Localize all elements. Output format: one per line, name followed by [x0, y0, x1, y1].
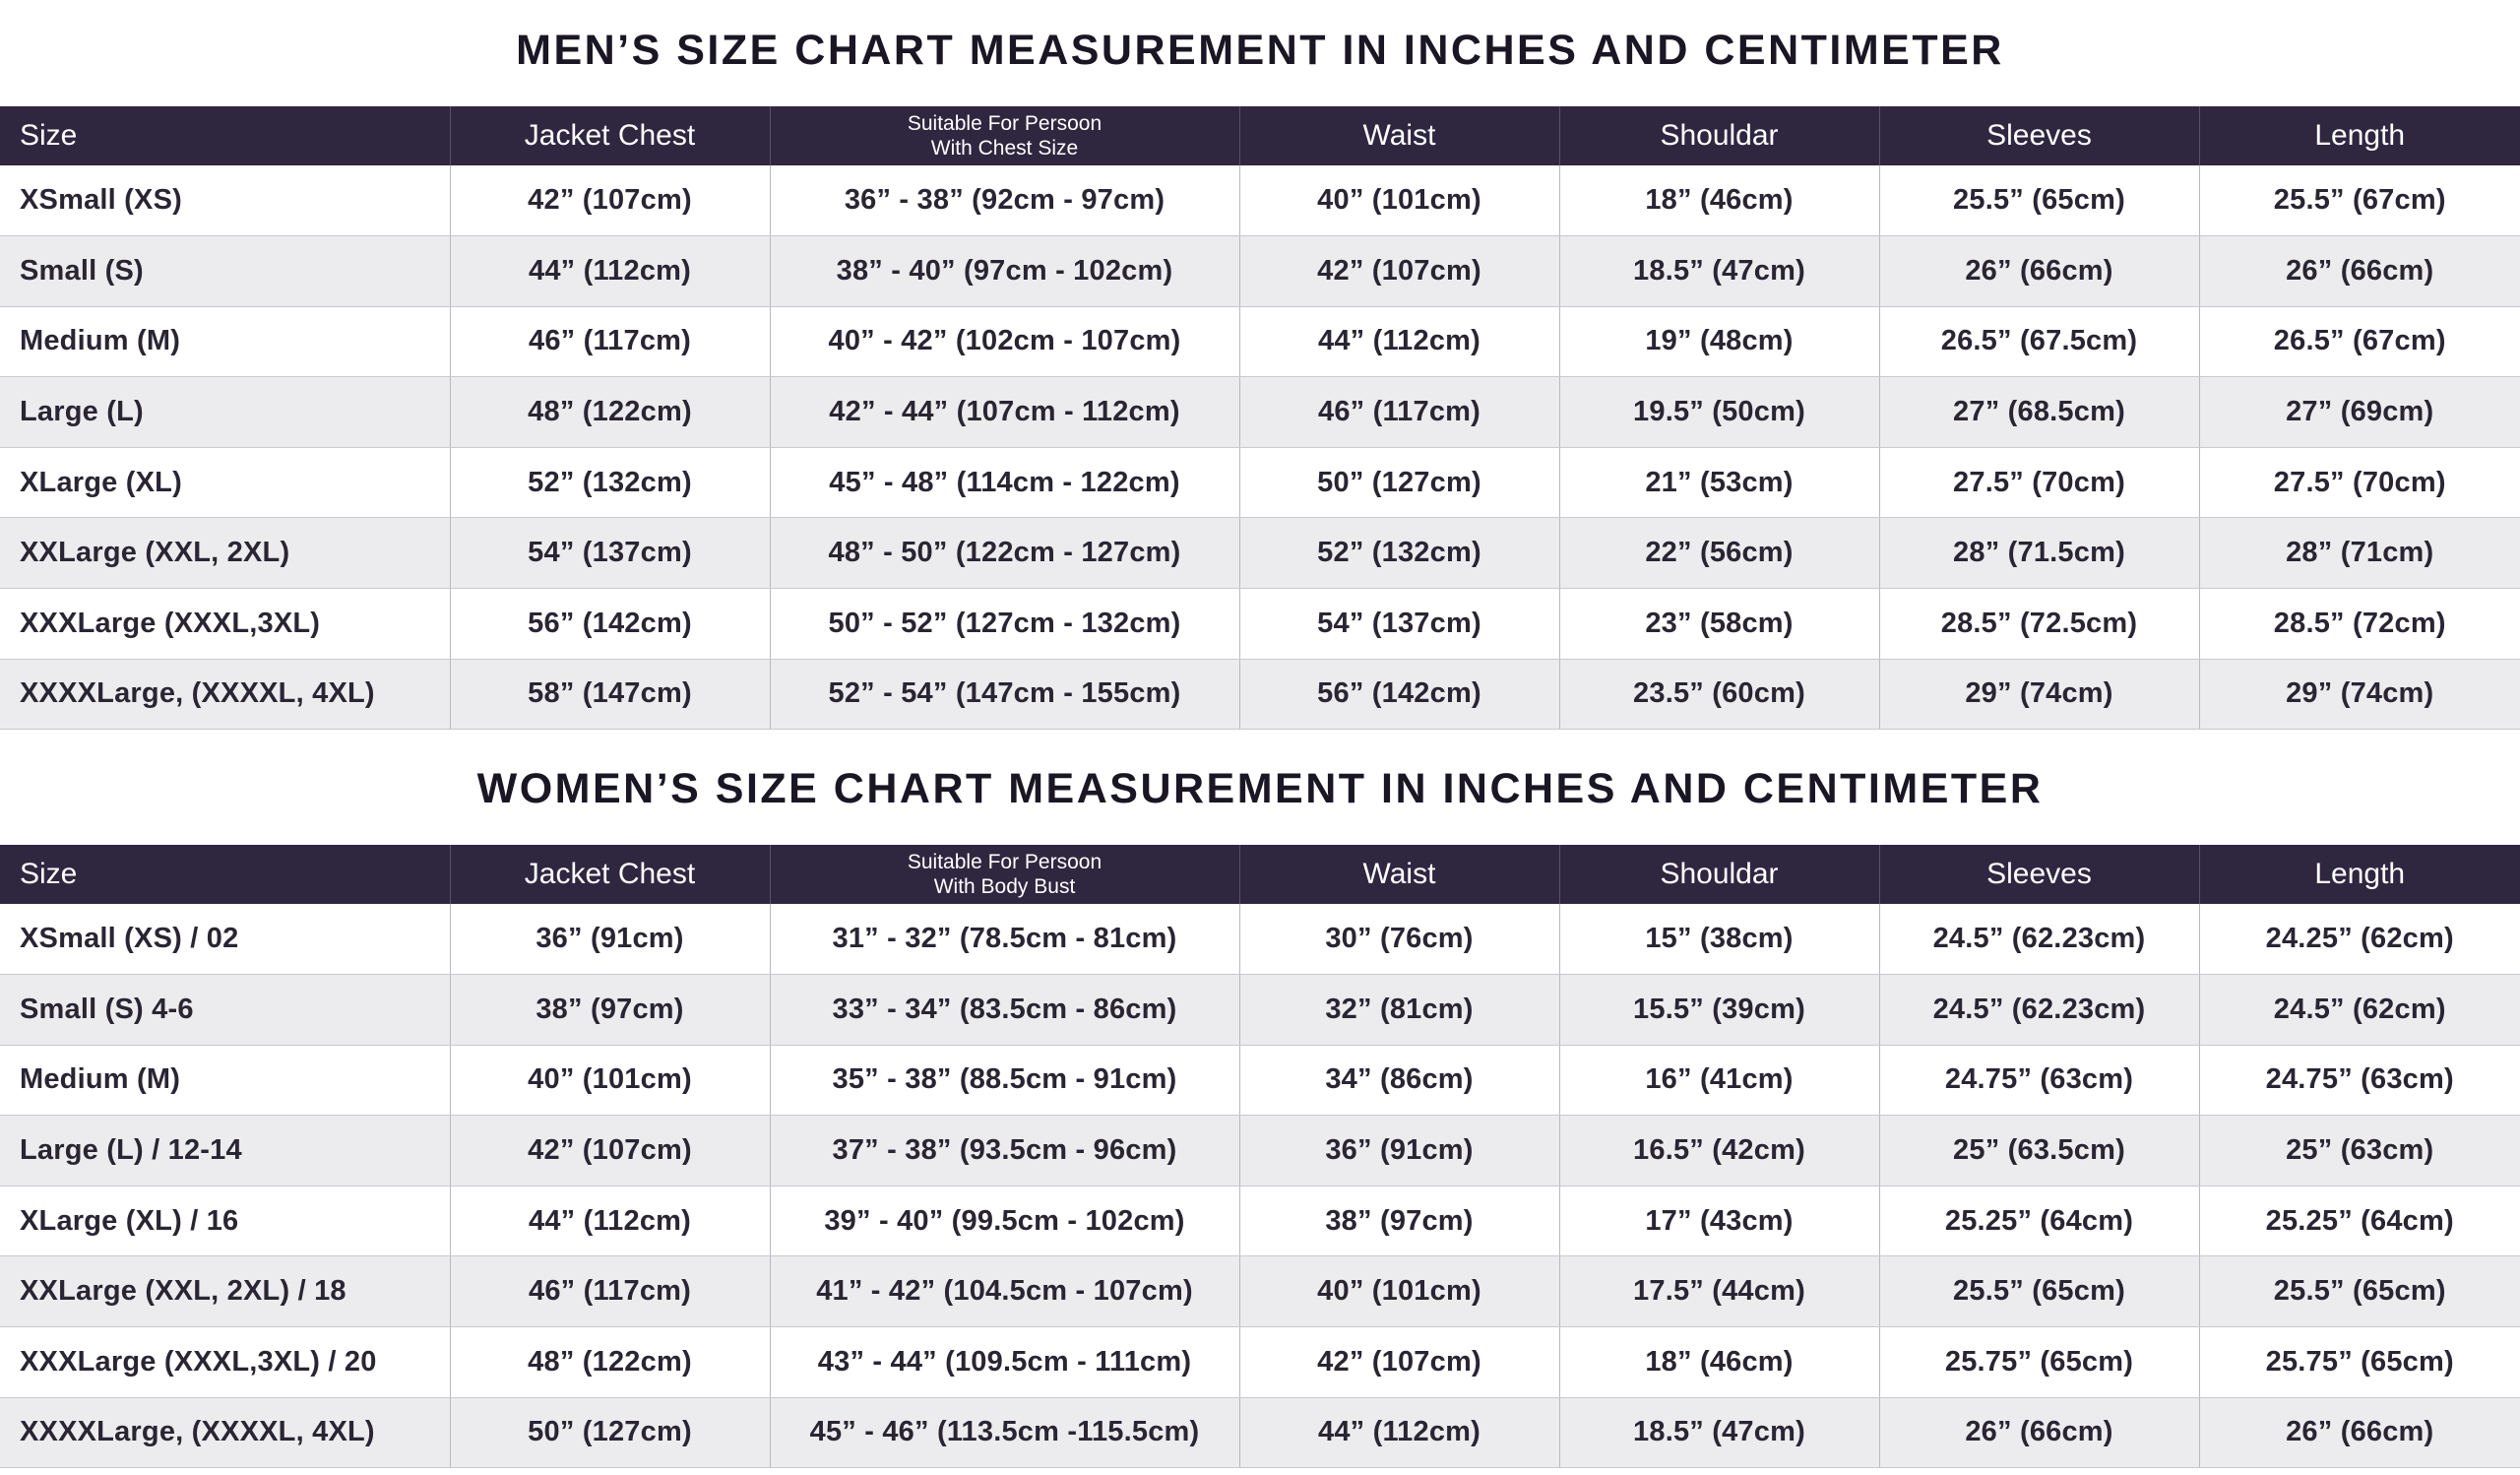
- header-suitable-line1: Suitable For Persoon: [907, 851, 1102, 873]
- header-waist: Waist: [1239, 106, 1559, 165]
- cell-length: 27” (69cm): [2199, 377, 2520, 448]
- table-row: [0, 518, 2520, 589]
- cell-suitable-range: 39” - 40” (99.5cm - 102cm): [770, 1186, 1239, 1256]
- table-row: [0, 589, 2520, 660]
- header-suitable-line2: With Chest Size: [930, 137, 1079, 160]
- header-length: Length: [2199, 845, 2520, 904]
- table-row: [0, 1116, 2520, 1186]
- cell-length: 27.5” (70cm): [2199, 447, 2520, 518]
- cell-suitable-range: 42” - 44” (107cm - 112cm): [770, 377, 1239, 448]
- cell-waist: 32” (81cm): [1239, 975, 1559, 1046]
- cell-sleeves: 24.5” (62.23cm): [1879, 975, 2199, 1046]
- cell-size: Medium (M): [0, 306, 450, 377]
- mens-size-table: [0, 106, 2520, 730]
- cell-sleeves: 25.75” (65cm): [1879, 1327, 2199, 1398]
- table-row: [0, 306, 2520, 377]
- cell-jacket-chest: 36” (91cm): [450, 904, 770, 975]
- cell-suitable-range: 45” - 46” (113.5cm -115.5cm): [770, 1397, 1239, 1468]
- cell-sleeves: 25.25” (64cm): [1879, 1186, 2199, 1256]
- cell-shoulder: 18” (46cm): [1559, 165, 1879, 236]
- cell-suitable-range: 36” - 38” (92cm - 97cm): [770, 165, 1239, 236]
- cell-suitable-range: 52” - 54” (147cm - 155cm): [770, 659, 1239, 730]
- cell-sleeves: 25” (63.5cm): [1879, 1116, 2199, 1186]
- mens-table-body: [0, 165, 2520, 730]
- cell-suitable-range: 45” - 48” (114cm - 122cm): [770, 447, 1239, 518]
- header-shoulder: Shouldar: [1559, 845, 1879, 904]
- cell-jacket-chest: 56” (142cm): [450, 589, 770, 660]
- mens-table-header: [0, 106, 2520, 165]
- cell-size: XXXXLarge, (XXXXL, 4XL): [0, 1397, 450, 1468]
- table-row: [0, 1256, 2520, 1327]
- table-row: [0, 1045, 2520, 1116]
- cell-shoulder: 18” (46cm): [1559, 1327, 1879, 1398]
- cell-size: XXXXLarge, (XXXXL, 4XL): [0, 659, 450, 730]
- cell-jacket-chest: 46” (117cm): [450, 1256, 770, 1327]
- cell-size: Large (L) / 12-14: [0, 1116, 450, 1186]
- cell-waist: 44” (112cm): [1239, 1397, 1559, 1468]
- header-suitable-body-bust: [770, 845, 1239, 904]
- mens-chart-title: MEN’S SIZE CHART MEASUREMENT IN INCHES AND CENTIMETER: [516, 27, 2004, 74]
- cell-waist: 36” (91cm): [1239, 1116, 1559, 1186]
- header-suitable-chest-size: [770, 106, 1239, 165]
- cell-length: 24.25” (62cm): [2199, 904, 2520, 975]
- cell-length: 25” (63cm): [2199, 1116, 2520, 1186]
- cell-suitable-range: 38” - 40” (97cm - 102cm): [770, 236, 1239, 307]
- cell-waist: 44” (112cm): [1239, 306, 1559, 377]
- cell-jacket-chest: 50” (127cm): [450, 1397, 770, 1468]
- womens-chart-title: WOMEN’S SIZE CHART MEASUREMENT IN INCHES AND CENTIMETER: [476, 765, 2044, 812]
- cell-waist: 56” (142cm): [1239, 659, 1559, 730]
- cell-suitable-range: 41” - 42” (104.5cm - 107cm): [770, 1256, 1239, 1327]
- cell-jacket-chest: 42” (107cm): [450, 165, 770, 236]
- cell-length: 26” (66cm): [2199, 236, 2520, 307]
- cell-waist: 52” (132cm): [1239, 518, 1559, 589]
- cell-waist: 46” (117cm): [1239, 377, 1559, 448]
- table-row: [0, 165, 2520, 236]
- cell-suitable-range: 33” - 34” (83.5cm - 86cm): [770, 975, 1239, 1046]
- header-size: Size: [0, 845, 450, 904]
- womens-table-header: [0, 845, 2520, 904]
- cell-size: XSmall (XS): [0, 165, 450, 236]
- cell-jacket-chest: 38” (97cm): [450, 975, 770, 1046]
- header-jacket-chest: Jacket Chest: [450, 106, 770, 165]
- table-row: [0, 975, 2520, 1046]
- header-row: [0, 106, 2520, 165]
- cell-size: XSmall (XS) / 02: [0, 904, 450, 975]
- cell-shoulder: 19.5” (50cm): [1559, 377, 1879, 448]
- cell-waist: 38” (97cm): [1239, 1186, 1559, 1256]
- cell-sleeves: 28” (71.5cm): [1879, 518, 2199, 589]
- cell-length: 25.5” (67cm): [2199, 165, 2520, 236]
- cell-waist: 34” (86cm): [1239, 1045, 1559, 1116]
- cell-size: XXXLarge (XXXL,3XL): [0, 589, 450, 660]
- cell-waist: 40” (101cm): [1239, 1256, 1559, 1327]
- header-suitable-line1: Suitable For Persoon: [907, 112, 1102, 135]
- cell-length: 28” (71cm): [2199, 518, 2520, 589]
- cell-size: XLarge (XL) / 16: [0, 1186, 450, 1256]
- cell-sleeves: 26” (66cm): [1879, 236, 2199, 307]
- header-sleeves: Sleeves: [1879, 106, 2199, 165]
- cell-shoulder: 21” (53cm): [1559, 447, 1879, 518]
- cell-sleeves: 29” (74cm): [1879, 659, 2199, 730]
- table-row: [0, 1186, 2520, 1256]
- cell-waist: 42” (107cm): [1239, 1327, 1559, 1398]
- cell-shoulder: 23.5” (60cm): [1559, 659, 1879, 730]
- cell-shoulder: 18.5” (47cm): [1559, 1397, 1879, 1468]
- cell-size: Small (S) 4-6: [0, 975, 450, 1046]
- cell-length: 26” (66cm): [2199, 1397, 2520, 1468]
- cell-length: 28.5” (72cm): [2199, 589, 2520, 660]
- header-jacket-chest: Jacket Chest: [450, 845, 770, 904]
- cell-size: Small (S): [0, 236, 450, 307]
- cell-length: 24.5” (62cm): [2199, 975, 2520, 1046]
- table-row: [0, 236, 2520, 307]
- header-waist: Waist: [1239, 845, 1559, 904]
- cell-shoulder: 16” (41cm): [1559, 1045, 1879, 1116]
- cell-waist: 42” (107cm): [1239, 236, 1559, 307]
- cell-jacket-chest: 48” (122cm): [450, 1327, 770, 1398]
- cell-shoulder: 15.5” (39cm): [1559, 975, 1879, 1046]
- cell-sleeves: 26.5” (67.5cm): [1879, 306, 2199, 377]
- cell-jacket-chest: 42” (107cm): [450, 1116, 770, 1186]
- cell-suitable-range: 50” - 52” (127cm - 132cm): [770, 589, 1239, 660]
- header-length: Length: [2199, 106, 2520, 165]
- table-row: [0, 447, 2520, 518]
- cell-jacket-chest: 58” (147cm): [450, 659, 770, 730]
- cell-sleeves: 27.5” (70cm): [1879, 447, 2199, 518]
- cell-jacket-chest: 48” (122cm): [450, 377, 770, 448]
- cell-waist: 50” (127cm): [1239, 447, 1559, 518]
- cell-waist: 40” (101cm): [1239, 165, 1559, 236]
- cell-shoulder: 19” (48cm): [1559, 306, 1879, 377]
- cell-jacket-chest: 40” (101cm): [450, 1045, 770, 1116]
- cell-sleeves: 28.5” (72.5cm): [1879, 589, 2199, 660]
- cell-shoulder: 15” (38cm): [1559, 904, 1879, 975]
- cell-sleeves: 26” (66cm): [1879, 1397, 2199, 1468]
- cell-size: XLarge (XL): [0, 447, 450, 518]
- cell-jacket-chest: 46” (117cm): [450, 306, 770, 377]
- cell-size: Medium (M): [0, 1045, 450, 1116]
- cell-shoulder: 16.5” (42cm): [1559, 1116, 1879, 1186]
- cell-jacket-chest: 52” (132cm): [450, 447, 770, 518]
- cell-shoulder: 18.5” (47cm): [1559, 236, 1879, 307]
- cell-size: Large (L): [0, 377, 450, 448]
- cell-jacket-chest: 44” (112cm): [450, 236, 770, 307]
- cell-size: XXLarge (XXL, 2XL) / 18: [0, 1256, 450, 1327]
- cell-length: 25.75” (65cm): [2199, 1327, 2520, 1398]
- table-row: [0, 1327, 2520, 1398]
- cell-length: 24.75” (63cm): [2199, 1045, 2520, 1116]
- cell-jacket-chest: 44” (112cm): [450, 1186, 770, 1256]
- cell-shoulder: 23” (58cm): [1559, 589, 1879, 660]
- cell-sleeves: 24.75” (63cm): [1879, 1045, 2199, 1116]
- cell-waist: 30” (76cm): [1239, 904, 1559, 975]
- table-row: [0, 377, 2520, 448]
- cell-length: 25.25” (64cm): [2199, 1186, 2520, 1256]
- cell-suitable-range: 31” - 32” (78.5cm - 81cm): [770, 904, 1239, 975]
- cell-waist: 54” (137cm): [1239, 589, 1559, 660]
- table-row: [0, 904, 2520, 975]
- cell-suitable-range: 48” - 50” (122cm - 127cm): [770, 518, 1239, 589]
- cell-shoulder: 17” (43cm): [1559, 1186, 1879, 1256]
- cell-suitable-range: 40” - 42” (102cm - 107cm): [770, 306, 1239, 377]
- cell-length: 26.5” (67cm): [2199, 306, 2520, 377]
- header-shoulder: Shouldar: [1559, 106, 1879, 165]
- womens-table-body: [0, 904, 2520, 1468]
- cell-sleeves: 27” (68.5cm): [1879, 377, 2199, 448]
- cell-shoulder: 17.5” (44cm): [1559, 1256, 1879, 1327]
- header-sleeves: Sleeves: [1879, 845, 2199, 904]
- cell-size: XXLarge (XXL, 2XL): [0, 518, 450, 589]
- cell-suitable-range: 35” - 38” (88.5cm - 91cm): [770, 1045, 1239, 1116]
- cell-size: XXXLarge (XXXL,3XL) / 20: [0, 1327, 450, 1398]
- header-suitable-line2: With Body Bust: [933, 875, 1076, 898]
- cell-suitable-range: 43” - 44” (109.5cm - 111cm): [770, 1327, 1239, 1398]
- cell-shoulder: 22” (56cm): [1559, 518, 1879, 589]
- table-row: [0, 659, 2520, 730]
- cell-jacket-chest: 54” (137cm): [450, 518, 770, 589]
- cell-length: 29” (74cm): [2199, 659, 2520, 730]
- cell-sleeves: 24.5” (62.23cm): [1879, 904, 2199, 975]
- header-size: Size: [0, 106, 450, 165]
- table-row: [0, 1397, 2520, 1468]
- header-row: [0, 845, 2520, 904]
- womens-size-table: [0, 845, 2520, 1468]
- cell-suitable-range: 37” - 38” (93.5cm - 96cm): [770, 1116, 1239, 1186]
- cell-sleeves: 25.5” (65cm): [1879, 165, 2199, 236]
- cell-sleeves: 25.5” (65cm): [1879, 1256, 2199, 1327]
- cell-length: 25.5” (65cm): [2199, 1256, 2520, 1327]
